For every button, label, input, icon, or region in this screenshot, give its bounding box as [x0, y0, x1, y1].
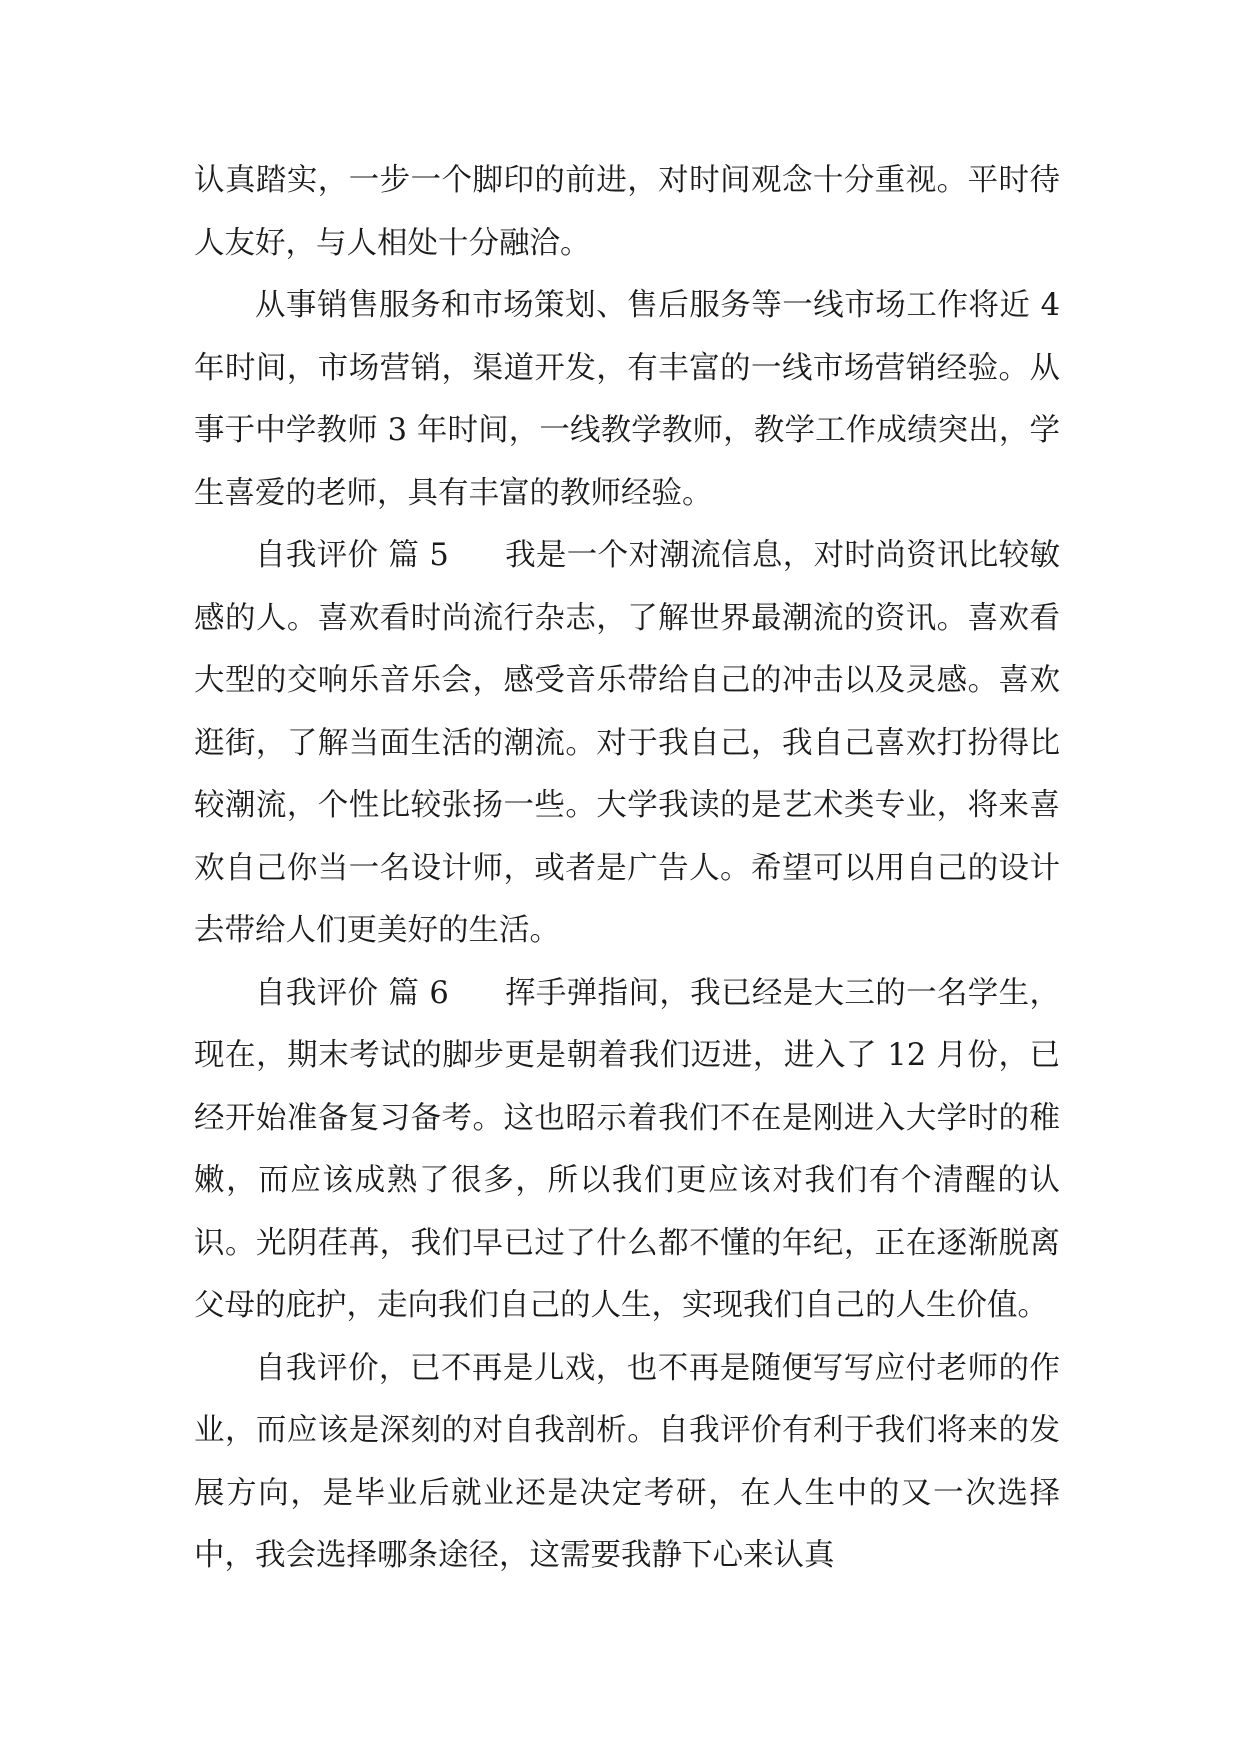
paragraph-text: 自我评价，已不再是儿戏，也不再是随便写写应付老师的作业，而应该是深刻的对自我剖析。自我评价有利于我们将来的发展方向，是毕业后就业还是决定考研，在人生中的又一次选择中，我会选择哪条途径，这需要我静下心来认真: [194, 1350, 1060, 1573]
section-heading: 自我评价 篇 5: [255, 538, 449, 573]
paragraph-self-evaluation-5: [194, 525, 1060, 963]
paragraph-continued: [194, 150, 1060, 275]
section-heading: 自我评价 篇 6: [255, 975, 449, 1011]
paragraph-text: 认真踏实，一步一个脚印的前进，对时间观念十分重视。平时待人友好，与人相处十分融洽。: [194, 163, 1060, 261]
document-page: [194, 150, 1060, 1588]
paragraph-self-evaluation-6: [194, 963, 1060, 1338]
paragraph-self-evaluation-importance: [194, 1338, 1060, 1588]
paragraph-text: 从事销售服务和市场策划、售后服务等一线市场工作将近 4 年时间，市场营销，渠道开发，有丰富的一线市场营销经验。从事于中学教师 3 年时间，一线教学教师，教学工作成绩突出，学生喜爱的老师，具有丰富的教师经验。: [194, 288, 1060, 511]
paragraph-text: 挥手弹指间，我已经是大三的一名学生，现在，期末考试的脚步更是朝着我们迈进，进入了 12 月份，已经开始准备复习备考。这也昭示着我们不在是刚进入大学时的稚嫩，而应该成熟了很多，所以我们更应该对我们有个清醒的认识。光阴荏苒，我们早已过了什么都不懂的年纪，正在逐渐脱离父母的庇护，走向我们自己的人生，实现我们自己的人生价值。: [194, 975, 1060, 1323]
paragraph-text: 我是一个对潮流信息，对时尚资讯比较敏感的人。喜欢看时尚流行杂志，了解世界最潮流的资讯。喜欢看大型的交响乐音乐会，感受音乐带给自己的冲击以及灵感。喜欢逛街，了解当面生活的潮流。对于我自己，我自己喜欢打扮得比较潮流，个性比较张扬一些。大学我读的是艺术类专业，将来喜欢自己你当一名设计师，或者是广告人。希望可以用自己的设计去带给人们更美好的生活。: [194, 538, 1060, 948]
paragraph-work-experience: [194, 275, 1060, 525]
